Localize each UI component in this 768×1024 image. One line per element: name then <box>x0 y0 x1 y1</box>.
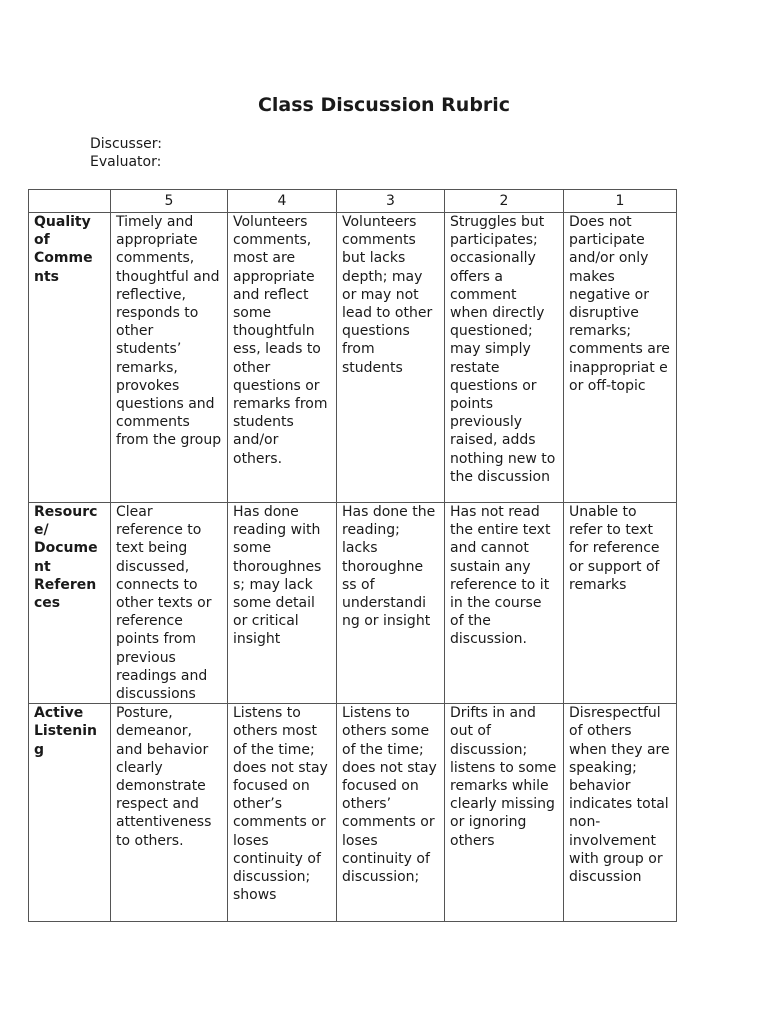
rubric-cell-score-5: Timely and appropriate comments, thoughtful and reflective, responds to other students’ remarks, provokes questions and comments from the group <box>111 213 228 503</box>
rubric-row-active-listening <box>29 704 677 922</box>
rubric-cell-score-3: Listens to others some of the time; does not stay focused on others’ comments or loses continuity of discussion; <box>337 704 445 922</box>
rubric-cell-score-2: Struggles but participates; occasionally offers a comment when directly questioned; may simply restate questions or points previously raised, adds nothing new to the discussion <box>445 213 564 503</box>
rubric-cell-score-1: Does not participate and/or only makes negative or disruptive remarks; comments are inappropriat e or off-topic <box>564 213 677 503</box>
rubric-cell-score-2: Has not read the entire text and cannot sustain any reference to it in the course of the discussion. <box>445 503 564 704</box>
evaluator-label: Evaluator: <box>90 154 162 170</box>
rubric-cell-score-5: Clear reference to text being discussed, connects to other texts or reference points from previous readings and discussions <box>111 503 228 704</box>
rubric-row-resource-document-references <box>29 503 677 704</box>
rubric-cell-score-4: Listens to others most of the time; does not stay focused on other’s comments or loses continuity of discussion; shows <box>228 704 337 922</box>
rubric-cell-score-2: Drifts in and out of discussion; listens to some remarks while clearly missing or ignoring others <box>445 704 564 922</box>
rubric-cell-score-5: Posture, demeanor, and behavior clearly demonstrate respect and attentiveness to others. <box>111 704 228 922</box>
criterion-label: Active Listenin g <box>29 704 111 922</box>
criterion-label: Quality of Comme nts <box>29 213 111 503</box>
rubric-row-quality-of-comments <box>29 213 677 503</box>
score-header-1: 1 <box>564 190 677 213</box>
rubric-cell-score-1: Disrespectful of others when they are speaking; behavior indicates total non-involvement with group or discussion <box>564 704 677 922</box>
discusser-label: Discusser: <box>90 136 162 152</box>
score-header-3: 3 <box>337 190 445 213</box>
rubric-cell-score-4: Volunteers comments, most are appropriate and reflect some thoughtfuln ess, leads to other questions or remarks from students and/or others. <box>228 213 337 503</box>
criterion-label: Resourc e/ Document Referen ces <box>29 503 111 704</box>
rubric-table <box>28 189 677 922</box>
page-title: Class Discussion Rubric <box>257 94 511 116</box>
score-header-2: 2 <box>445 190 564 213</box>
rubric-cell-score-3: Has done the reading; lacks thoroughne ss of understandi ng or insight <box>337 503 445 704</box>
rubric-corner-cell <box>29 190 111 213</box>
rubric-cell-score-4: Has done reading with some thoroughnes s; may lack some detail or critical insight <box>228 503 337 704</box>
rubric-cell-score-1: Unable to refer to text for reference or support of remarks <box>564 503 677 704</box>
rubric-cell-score-3: Volunteers comments but lacks depth; may or may not lead to other questions from students <box>337 213 445 503</box>
score-header-4: 4 <box>228 190 337 213</box>
rubric-header-row <box>29 190 677 213</box>
score-header-5: 5 <box>111 190 228 213</box>
